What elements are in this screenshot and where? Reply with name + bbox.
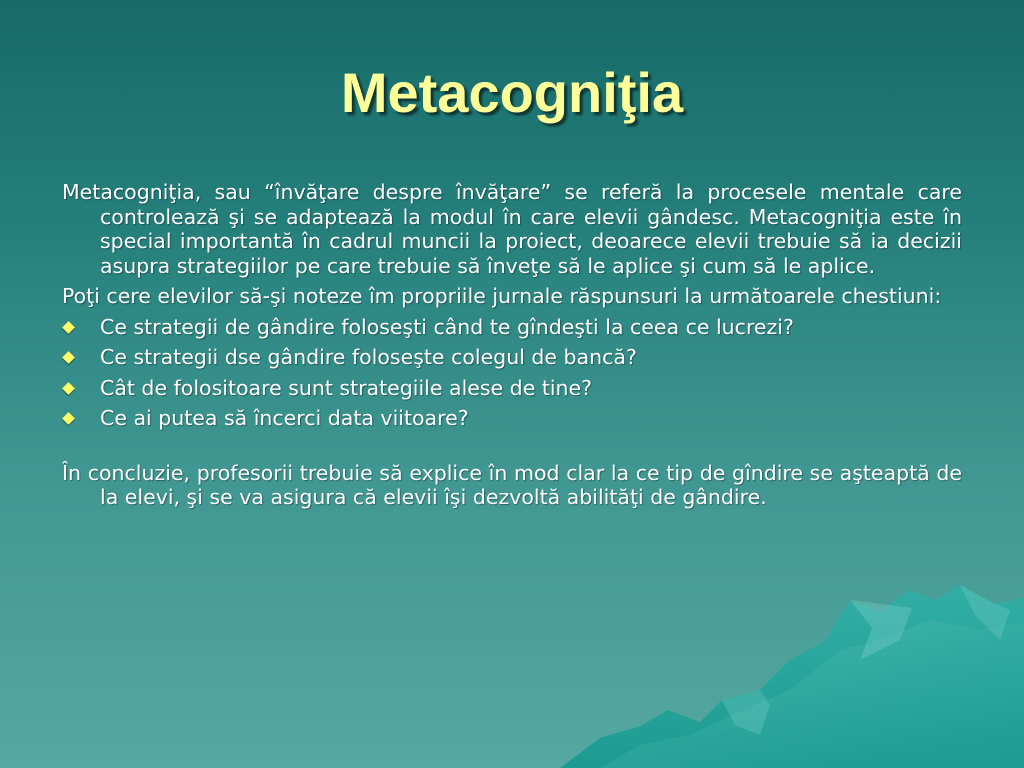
prompt-paragraph: Poţi cere elevilor să-şi noteze îm propriile jurnale răspunsuri la următoarele chestiuni: [62,284,942,308]
bullet-item [62,376,962,401]
diamond-bullet-icon [62,321,75,334]
slide-title: Metacogniţia [340,61,684,124]
conclusion-paragraph: În concluzie, profesorii trebuie să explice în mod clar la ce tip de gîndire se aşteaptă de la elevi, şi se va asigura că elevii îşi dezvoltă abilităţi de gândire. [62,460,962,509]
bullet-text: Cât de folositoare sunt strategiile alese de tine? [100,375,593,400]
intro-paragraph: Metacogniţia, sau “învăţare despre învăţare” se referă la procesele mentale care controlează şi se adaptează la modul în care elevii gândesc. Metacogniţia este în special importantă în cadrul muncii la proiect, deoarece elevii trebuie să ia decizii asupra strategiilor pe care trebuie să înveţe să le aplice şi cum să le aplice. [62,180,962,278]
bullet-item [62,315,962,340]
bullet-text: Ce strategii dse gândire foloseşte colegul de bancă? [100,345,637,369]
diamond-bullet-icon [62,382,75,395]
bullet-text: Ce ai putea să încerci data viitoare? [100,406,469,430]
diamond-bullet-icon [62,351,75,364]
slide-body [62,180,962,516]
diamond-bullet-icon [62,412,75,425]
spacer [62,437,962,461]
bullet-item [62,406,962,431]
bullet-item [62,345,962,370]
bullet-text: Ce strategii de gândire foloseşti când te gîndeşti la ceea ce lucrezi? [100,314,794,339]
